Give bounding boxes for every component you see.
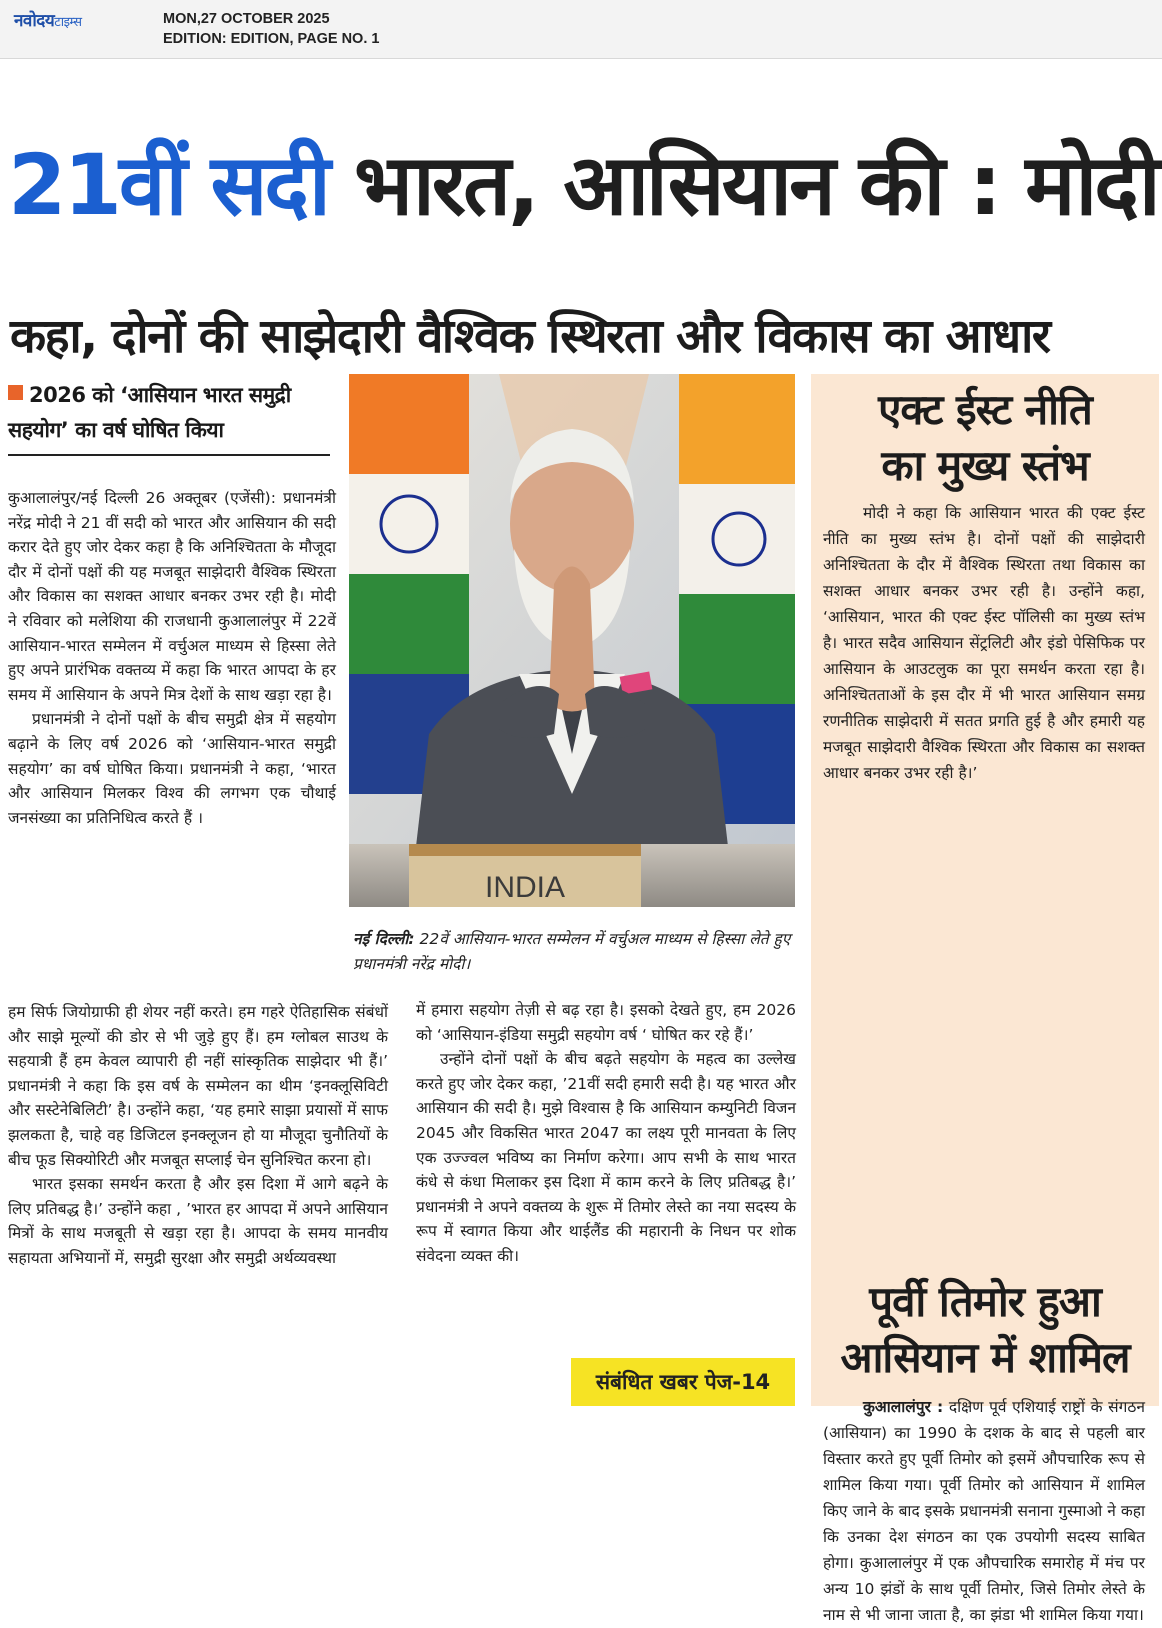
sidebar-heading-2-line2: आसियान में शामिल [840,1333,1130,1382]
sidebar-place: कुआलालंपुर : [863,1398,944,1416]
nameplate-text: INDIA [484,871,566,904]
article-paragraph: भारत इसका समर्थन करता है और इस दिशा में आगे बढ़ने के लिए प्रतिबद्ध है।’ उन्होंने कहा , ’भारत हर आपदा में अपने आसियान मित्रों के साथ मजबूती से खड़ा रहा है। आपदा के समय मानवीय सहायता अभियानों में, समुद्री सुरक्षा और समुद्री अर्थव्यवस्था [8,1175,388,1267]
article-column-1-lower [8,1000,388,1271]
photo-caption [353,927,793,977]
edition-info [163,9,379,49]
sidebar-paragraph-2 [823,1394,1145,1628]
sidebar-body-2: दक्षिण पूर्व एशियाई राष्ट्रों के संगठन (आसियान) का 1990 के दशक के बाद से पहली बार विस्तार करते हुए पूर्वी तिमोर को इसमें औपचारिक रूप से शामिल किया गया। पूर्वी तिमोर को आसियान में शामिल किए जाने के बाद इसके प्रधानमंत्री सनाना गुस्माओ ने कहा कि उनका देश संगठन का एक उपयोगी सदस्य साबित होगा। कुआलालंपुर में एक औपचारिक समारोह में मंच पर अन्य 10 झंडों के साथ पूर्वी तिमोर, जिसे तिमोर लेस्ते के नाम से भी जाना जाता है, का झंडा भी शामिल किया गया। [823,1398,1145,1624]
caption-place: नई दिल्ली: [353,930,415,948]
sidebar-heading-1-line2: का मुख्य स्तंभ [881,441,1089,490]
newspaper-logo[interactable] [14,8,82,31]
sidebar-text-2 [823,1394,1145,1628]
headline-rest: भारत, आसियान की : मोदी [354,136,1158,234]
related-news-link[interactable]: संबंधित खबर पेज-14 [571,1358,795,1406]
sidebar-heading-1-line1: एक्ट ईस्ट नीति [878,385,1092,434]
edition-page: EDITION: EDITION, PAGE NO. 1 [163,31,380,47]
kicker [8,378,330,456]
main-headline [8,120,1158,250]
news-photo[interactable] [349,374,795,907]
sub-headline: कहा, दोनों की साझेदारी वैश्विक स्थिरता और विकास का आधार [10,309,1050,364]
orange-square-icon [8,385,23,400]
sidebar-paragraph-1: मोदी ने कहा कि आसियान भारत की एक्ट ईस्ट नीति का मुख्य स्तंभ है। दोनों पक्षों की साझेदारी अनिश्चितता के दौर में वैश्विक स्थिरता तथा विकास का सशक्त आधार बनकर उभर रही है। उन्होंने कहा, ‘आसियान, भारत की एक्ट ईस्ट पॉलिसी का मुख्य स्तंभ है। भारत सदैव आसियान सेंट्रलिटी और इंडो पेसिफिक पर आसियान के आउटलुक का पूरा समर्थन करता रहा है। अनिश्चितताओं के इस दौर में भी भारत आसियान समग्र रणनीतिक साझेदारी में सतत प्रगति हुई है और हमारी यह मजबूत साझेदारी वैश्विक स्थिरता और विकास का सशक्त आधार बनकर उभर रही है।’ [823,504,1145,782]
logo-main-text: नवोदय [14,11,55,31]
sidebar-text-1 [823,500,1145,786]
kicker-text: 2026 को ‘आसियान भारत समुद्री सहयोग’ का वर्ष घोषित किया [8,383,291,442]
sidebar-heading-2-line1: पूर्वी तिमोर हुआ [869,1277,1101,1326]
sidebar-heading-1 [811,382,1159,494]
article-paragraph: हम सिर्फ जियोग्राफी ही शेयर नहीं करते। हम गहरे ऐतिहासिक संबंधों और साझे मूल्यों की डोर से भी जुड़े हुए हैं। हम ग्लोबल साउथ के सहयात्री हैं हम केवल व्यापारी ही नहीं सांस्कृतिक साझेदार भी हैं।’ प्रधानमंत्री ने कहा कि इस वर्ष के सम्मेलन का थीम ‘इनक्लूसिविटी और सस्टेनेबिलिटी’ है। उन्होंने कहा, ‘यह हमारे साझा प्रयासों में साफ झलकता है, चाहे वह डिजिटल इनक्लूजन हो या मौजूदा चुनौतियों के बीच फूड सिक्योरिटी और मजबूत सप्लाई चेन सुनिश्चित करना हो। [8,1003,388,1169]
article-paragraph: कुआलालंपुर/नई दिल्ली 26 अक्तूबर (एजेंसी): प्रधानमंत्री नरेंद्र मोदी ने 21 वीं सदी को भारत और आसियान की सदी करार देते हुए जोर देकर कहा है कि अनिश्चितता के मौजूदा दौर में दोनों पक्षों की यह मजबूत साझेदारी वैश्विक स्थिरता और विकास का सशक्त आधार बनकर उभर रही है। मोदी ने रविवार को मलेशिया की राजधानी कुआलालंपुर में 22वें आसियान-भारत सम्मेलन में वर्चुअल माध्यम से हिस्सा लेते हुए अपने प्रारंभिक वक्तव्य में कहा कि भारत आपदा के हर समय में आसियान के अपने मित्र देशों के साथ खड़ा रहा है। [8,489,336,704]
top-bar [0,0,1162,59]
caption-text: 22वें आसियान-भारत सम्मेलन में वर्चुअल माध्यम से हिस्सा लेते हुए प्रधानमंत्री नरेंद्र मोदी। [353,930,791,973]
headline-highlight: 21वीं सदी [8,136,328,234]
sidebar-box [811,374,1159,1624]
article-column-1 [8,486,336,830]
article-paragraph: में हमारा सहयोग तेज़ी से बढ़ रहा है। इसको देखते हुए, हम 2026 को ‘आसियान-इंडिया समुद्री सहयोग वर्ष ‘ घोषित कर रहे हैं।’ [416,1001,796,1044]
logo-sub-text: टाइम्स [54,15,82,30]
article-column-2 [416,998,796,1269]
issue-date: MON,27 OCTOBER 2025 [163,11,330,27]
sidebar-heading-2 [811,1274,1159,1386]
article-paragraph: उन्होंने दोनों पक्षों के बीच बढ़ते सहयोग के महत्व का उल्लेख करते हुए जोर देकर कहा, ’21वीं सदी हमारी सदी है। यह भारत और आसियान की सदी है। मुझे विश्वास है कि आसियान कम्युनिटी विजन 2045 और विकसित भारत 2047 का लक्ष्य पूरी मानवता के लिए एक उज्ज्वल भविष्य का निर्माण करेगा। आप सभी के साथ भारत कंधे से कंधा मिलाकर इस दिशा में काम करने के लिए प्रतिबद्ध है।’ प्रधानमंत्री ने अपने वक्तव्य के शुरू में तिमोर लेस्ते का नया सदस्य के रूप में स्वागत किया और थाईलैंड की महारानी के निधन पर शोक संवेदना व्यक्त की। [416,1050,796,1265]
article-paragraph: प्रधानमंत्री ने दोनों पक्षों के बीच समुद्री क्षेत्र में सहयोग बढ़ाने के लिए वर्ष 2026 को ‘आसियान-भारत समुद्री सहयोग’ का वर्ष घोषित किया। प्रधानमंत्री ने कहा, ‘भारत और आसियान मिलकर विश्व की लगभग एक चौथाई जनसंख्या का प्रतिनिधित्व करते हैं । [8,710,336,827]
